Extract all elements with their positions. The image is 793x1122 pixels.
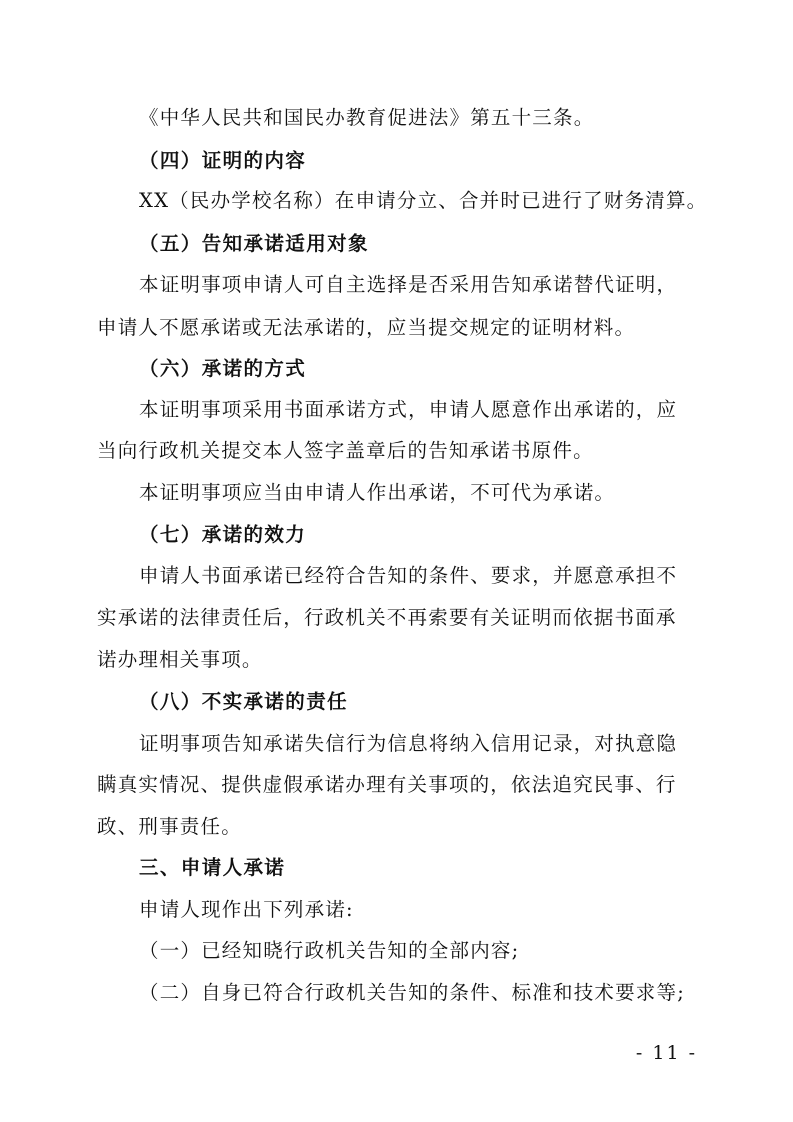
paragraph-line: 证明事项告知承诺失信行为信息将纳入信用记录，对执意隐	[139, 732, 678, 755]
paragraph-line: 当向行政机关提交本人签字盖章后的告知承诺书原件。	[97, 439, 594, 462]
commitment-item-1: （一）已经知晓行政机关告知的全部内容;	[139, 939, 520, 962]
paragraph-line: 实承诺的法律责任后，行政机关不再索要有关证明而依据书面承	[97, 606, 677, 629]
paragraph-line: 本证明事项采用书面承诺方式，申请人愿意作出承诺的，应	[139, 398, 678, 421]
section-heading-3: 三、申请人承诺	[139, 856, 286, 879]
commitment-item-2: （二）自身已符合行政机关告知的条件、标准和技术要求等;	[139, 981, 685, 1004]
paragraph-line: 申请人不愿承诺或无法承诺的，应当提交规定的证明材料。	[97, 316, 636, 339]
paragraph-line: 本证明事项申请人可自主选择是否采用告知承诺替代证明，	[139, 273, 678, 296]
page-number: - 11 -	[635, 1042, 697, 1064]
section-heading-8: （八）不实承诺的责任	[139, 690, 349, 713]
section-heading-6: （六）承诺的方式	[139, 357, 307, 380]
section-heading-5: （五）告知承诺适用对象	[139, 232, 369, 255]
section-heading-4: （四）证明的内容	[139, 149, 307, 172]
paragraph-line: 政、刑事责任。	[97, 815, 242, 838]
paragraph-line: 瞒真实情况、提供虚假承诺办理有关事项的，依法追究民事、行	[97, 773, 677, 796]
paragraph-line: 申请人书面承诺已经符合告知的条件、要求，并愿意承担不	[139, 564, 678, 587]
paragraph-line: 诺办理相关事项。	[97, 648, 263, 671]
proof-content-line: XX（民办学校名称）在申请分立、合并时已进行了财务清算。	[139, 189, 708, 212]
section-heading-7: （七）承诺的效力	[139, 523, 307, 546]
commitment-intro-line: 申请人现作出下列承诺:	[139, 898, 354, 921]
law-reference-line: 《中华人民共和国民办教育促进法》第五十三条。	[139, 106, 595, 129]
paragraph-line: 本证明事项应当由申请人作出承诺，不可代为承诺。	[139, 481, 616, 504]
